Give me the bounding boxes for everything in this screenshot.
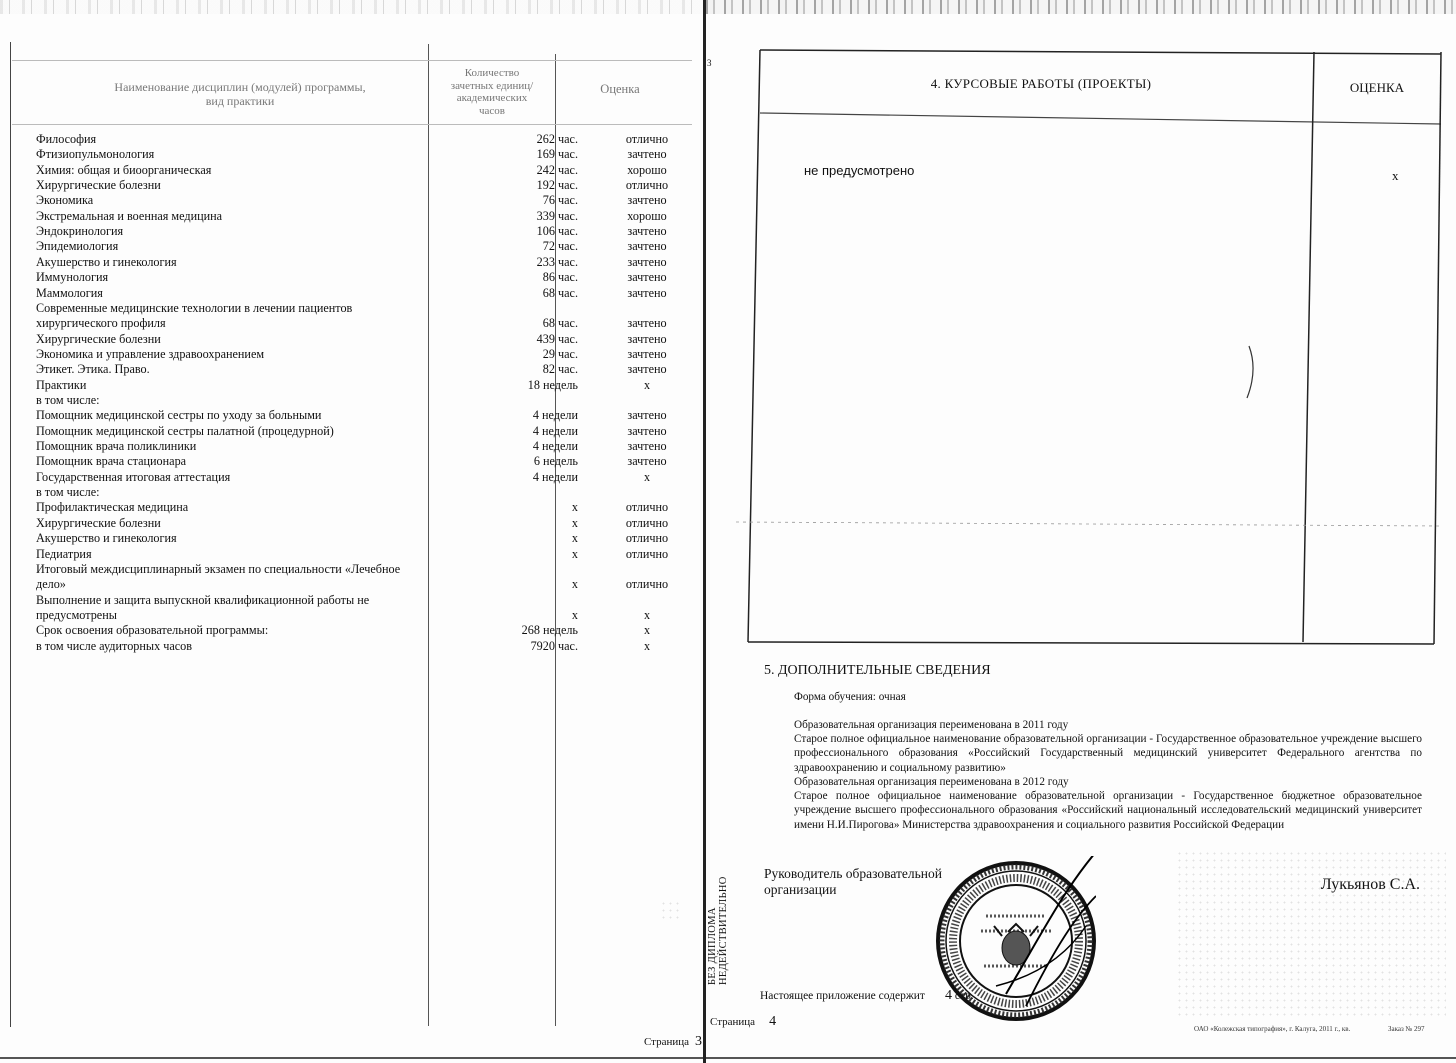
discipline-hours: 7920 час. <box>530 638 578 653</box>
discipline-grade: х <box>643 638 651 653</box>
discipline-grade: хорошо <box>627 208 667 223</box>
table-row <box>36 208 667 224</box>
table-row <box>36 531 669 546</box>
discipline-hours: 268 недель <box>521 623 578 638</box>
discipline-name: в том числе: <box>36 485 100 500</box>
discipline-grade: зачтено <box>627 423 667 438</box>
table-row <box>36 346 667 362</box>
discipline-name: хирургического профиля <box>36 316 166 331</box>
discipline-name: Хирургические болезни <box>36 178 161 193</box>
discipline-hours: 106 час. <box>536 224 578 239</box>
discipline-name: Этикет. Этика. Право. <box>36 362 150 377</box>
discipline-hours: 4 недели <box>532 439 578 453</box>
discipline-hours: 4 недели <box>532 408 578 423</box>
discipline-name: Философия <box>36 132 97 146</box>
discipline-grade: отлично <box>625 531 669 546</box>
discipline-hours: 4 недели <box>532 423 578 438</box>
table-row <box>36 546 669 562</box>
table-row <box>36 608 656 623</box>
discipline-name: Иммунология <box>36 270 109 285</box>
signatory-label-line2: организации <box>764 882 837 897</box>
discipline-hours: 262 час. <box>536 132 578 146</box>
discipline-hours: х <box>571 577 578 592</box>
discipline-name: Помощник врача стационара <box>36 454 187 469</box>
table-row <box>36 254 667 270</box>
signatory-label-line1: Руководитель образовательной <box>764 866 942 881</box>
page-bottom-edge <box>0 1057 704 1059</box>
discipline-grade: зачтено <box>627 285 667 300</box>
table-row <box>36 593 656 608</box>
discipline-hours: х <box>571 607 578 622</box>
table-row <box>36 439 667 454</box>
table-top-rule <box>12 60 692 61</box>
table-row <box>36 193 667 208</box>
discipline-grade: зачтено <box>627 193 667 208</box>
discipline-hours: 439 час. <box>536 331 578 346</box>
discipline-name: в том числе аудиторных часов <box>36 638 193 653</box>
coursework-title: 4. КУРСОВЫЕ РАБОТЫ (ПРОЕКТЫ) <box>930 76 1152 91</box>
table-row <box>36 423 667 439</box>
table-row <box>36 577 669 592</box>
discipline-name: Практики <box>36 377 87 392</box>
appendix-page-4 <box>706 0 1456 1063</box>
discipline-hours: х <box>571 515 578 530</box>
discipline-grade: отлично <box>625 500 669 515</box>
discipline-name: дело» <box>36 577 66 592</box>
table-row <box>36 331 667 347</box>
discipline-name: Маммология <box>36 285 103 300</box>
discipline-grade: зачтено <box>627 346 667 361</box>
discipline-name: Экономика <box>36 193 94 208</box>
renamed-2011: Образовательная организация переименована в 2011 году <box>794 719 1069 731</box>
footer-page-number: 4 <box>769 1014 777 1029</box>
discipline-name: предусмотрены <box>36 607 117 622</box>
discipline-grade: х <box>643 377 651 392</box>
discipline-hours: 72 час. <box>542 239 578 254</box>
discipline-hours: 18 недель <box>527 377 578 392</box>
printer-info: ОАО «Колежская типография», г. Калуга, 2011 г., кв. <box>1194 1025 1351 1033</box>
table-header-rule <box>12 124 692 125</box>
discipline-grade: х <box>643 607 651 622</box>
discipline-name: Помощник медицинской сестры палатной (процедурной) <box>36 423 334 438</box>
additional-info-title: 5. ДОПОЛНИТЕЛЬНЫЕ СВЕДЕНИЯ <box>764 663 991 678</box>
discipline-name: Помощник врача поликлиники <box>36 439 197 453</box>
discipline-hours: 169 час. <box>536 147 578 162</box>
discipline-grade: отлично <box>625 132 669 146</box>
coursework-grade-header: ОЦЕНКА <box>1349 80 1405 95</box>
corner-mark: 3 <box>707 58 712 68</box>
old-name-2: Старое полное официальное наименование образовательной организации - Государственное бюджетное образовательное учреждение высшего профессионального образования «Российский национальный исследовательский медицинский университет имени Н.И.Пирогова» Министерства здравоохранения и социального развития Российской Федерации <box>794 790 1422 831</box>
discipline-grade: хорошо <box>627 162 667 177</box>
discipline-grade: отлично <box>625 577 669 592</box>
page-footer-left <box>644 1034 702 1050</box>
header-hours-line3: академических <box>456 92 528 104</box>
discipline-name: Срок освоения образовательной программы: <box>36 623 269 638</box>
discipline-hours: х <box>571 500 578 515</box>
header-grade: Оценка <box>600 82 640 96</box>
discipline-grade: отлично <box>625 515 669 530</box>
discipline-name: Педиатрия <box>36 546 92 561</box>
pages-note-text: Настоящее приложение содержит <box>760 990 925 1002</box>
discipline-name: Выполнение и защита выпускной квалификационной работы не <box>36 592 370 607</box>
discipline-name: Фтизиопульмонология <box>36 147 155 162</box>
discipline-name: Химия: общая и биоорганическая <box>36 162 212 177</box>
table-row <box>36 147 667 162</box>
header-hours-line2: зачетных единиц/ <box>450 79 534 92</box>
table-row <box>36 470 656 485</box>
table-row <box>36 316 667 331</box>
study-form: Форма обучения: очная <box>794 691 906 703</box>
order-number: Заказ № 297 <box>1388 1025 1425 1033</box>
discipline-name: в том числе: <box>36 392 100 407</box>
discipline-grade: зачтено <box>627 362 667 377</box>
discipline-grade: отлично <box>625 178 669 193</box>
old-name-1: Старое полное официальное наименование образовательной организации - Государственное образовательное учреждение высшего профессионального образования «Российский Государственный медицинский университет Федерального агентства по здравоохранению и социальному развитию» <box>794 733 1422 774</box>
discipline-hours: 29 час. <box>542 346 578 361</box>
table-row <box>36 515 669 531</box>
discipline-grade: зачтено <box>627 239 667 254</box>
decorative-border <box>0 0 704 14</box>
discipline-name: Хирургические болезни <box>36 515 161 530</box>
footer-label: Страница <box>710 1016 756 1028</box>
page-bottom-edge <box>706 1057 1456 1059</box>
discipline-hours: 82 час. <box>542 362 578 377</box>
header-discipline <box>70 80 410 108</box>
discipline-name: Помощник медицинской сестры по уходу за больными <box>36 408 322 423</box>
side-note-vertical: БЕЗ ДИПЛОМА НЕДЕЙСТВИТЕЛЬНО <box>707 876 729 985</box>
table-row <box>36 485 656 500</box>
discipline-hours: х <box>571 531 578 546</box>
discipline-name: Акушерство и гинекология <box>36 531 177 546</box>
table-row <box>36 500 669 515</box>
pages-suffix: стр. <box>954 990 974 1002</box>
discipline-hours: х <box>571 546 578 561</box>
table-row <box>36 408 667 423</box>
discipline-name: Государственная итоговая аттестация <box>36 469 231 484</box>
footer-label: Страница <box>643 1036 689 1048</box>
table-row <box>36 224 667 239</box>
table-row <box>36 239 667 254</box>
discipline-grade: зачтено <box>627 439 667 453</box>
discipline-hours: 242 час. <box>536 162 578 177</box>
header-discipline-line2: вид практики <box>205 94 275 108</box>
discipline-grade: зачтено <box>627 331 667 346</box>
appendix-page-3 <box>0 0 704 1063</box>
coursework-entry-grade: х <box>1392 168 1399 183</box>
discipline-grade: зачтено <box>627 316 667 331</box>
discipline-name: Экстремальная и военная медицина <box>36 208 223 223</box>
discipline-hours: 233 час. <box>536 254 578 269</box>
discipline-name: Профилактическая медицина <box>36 500 189 515</box>
signatory-name: Лукьянов С.А. <box>1320 876 1420 893</box>
table-row <box>36 454 667 469</box>
table-row <box>36 178 669 193</box>
table-row <box>36 301 656 316</box>
footer-page-number: 3 <box>695 1034 702 1049</box>
scan-noise <box>1176 850 1446 1020</box>
discipline-hours: 4 недели <box>532 469 578 484</box>
table-row <box>36 639 656 654</box>
table-row <box>36 362 667 377</box>
page-footer-right <box>710 1014 776 1030</box>
renamed-2012: Образовательная организация переименована в 2012 году <box>794 776 1069 788</box>
discipline-grade: зачтено <box>627 454 667 469</box>
table-row <box>36 285 667 301</box>
table-row <box>36 378 656 393</box>
table-row <box>36 623 656 638</box>
scan-speck <box>660 900 680 920</box>
discipline-hours: 6 недель <box>533 454 578 469</box>
discipline-grade: зачтено <box>627 254 667 269</box>
table-row <box>36 132 669 147</box>
discipline-name: Эпидемиология <box>36 239 119 254</box>
table-row <box>36 270 667 285</box>
discipline-grade: х <box>643 469 651 484</box>
discipline-grade: х <box>643 623 651 638</box>
table-row <box>36 562 656 577</box>
discipline-hours: 68 час. <box>542 316 578 331</box>
discipline-grade: зачтено <box>627 408 667 423</box>
signatory-label <box>764 866 942 898</box>
discipline-hours: 192 час. <box>536 178 578 193</box>
header-hours-line1: Количество <box>464 67 520 79</box>
discipline-hours: 68 час. <box>542 285 578 300</box>
discipline-name: Хирургические болезни <box>36 331 161 346</box>
pages-count: 4 <box>944 988 952 1003</box>
header-discipline-line1: Наименование дисциплин (модулей) программы, <box>114 80 366 94</box>
discipline-grade: отлично <box>625 546 669 561</box>
discipline-hours: 86 час. <box>542 270 578 285</box>
header-hours-line4: часов <box>479 104 505 117</box>
discipline-grade: зачтено <box>627 147 667 162</box>
discipline-name: Эндокринология <box>36 224 124 239</box>
discipline-name: Акушерство и гинекология <box>36 254 177 269</box>
discipline-name: Экономика и управление здравоохранением <box>36 346 265 361</box>
discipline-name: Современные медицинские технологии в лечении пациентов <box>36 300 353 315</box>
coursework-entry: не предусмотрено <box>804 163 915 178</box>
discipline-grade: зачтено <box>627 224 667 239</box>
header-hours <box>430 67 554 117</box>
table-row <box>36 393 656 408</box>
discipline-grade: зачтено <box>627 270 667 285</box>
coursework-table-lines <box>706 0 1456 660</box>
discipline-hours: 76 час. <box>542 193 578 208</box>
table-row <box>36 162 667 178</box>
discipline-name: Итоговый междисциплинарный экзамен по специальности «Лечебное <box>36 561 401 576</box>
pages-note <box>760 988 974 1004</box>
discipline-hours: 339 час. <box>536 208 578 223</box>
